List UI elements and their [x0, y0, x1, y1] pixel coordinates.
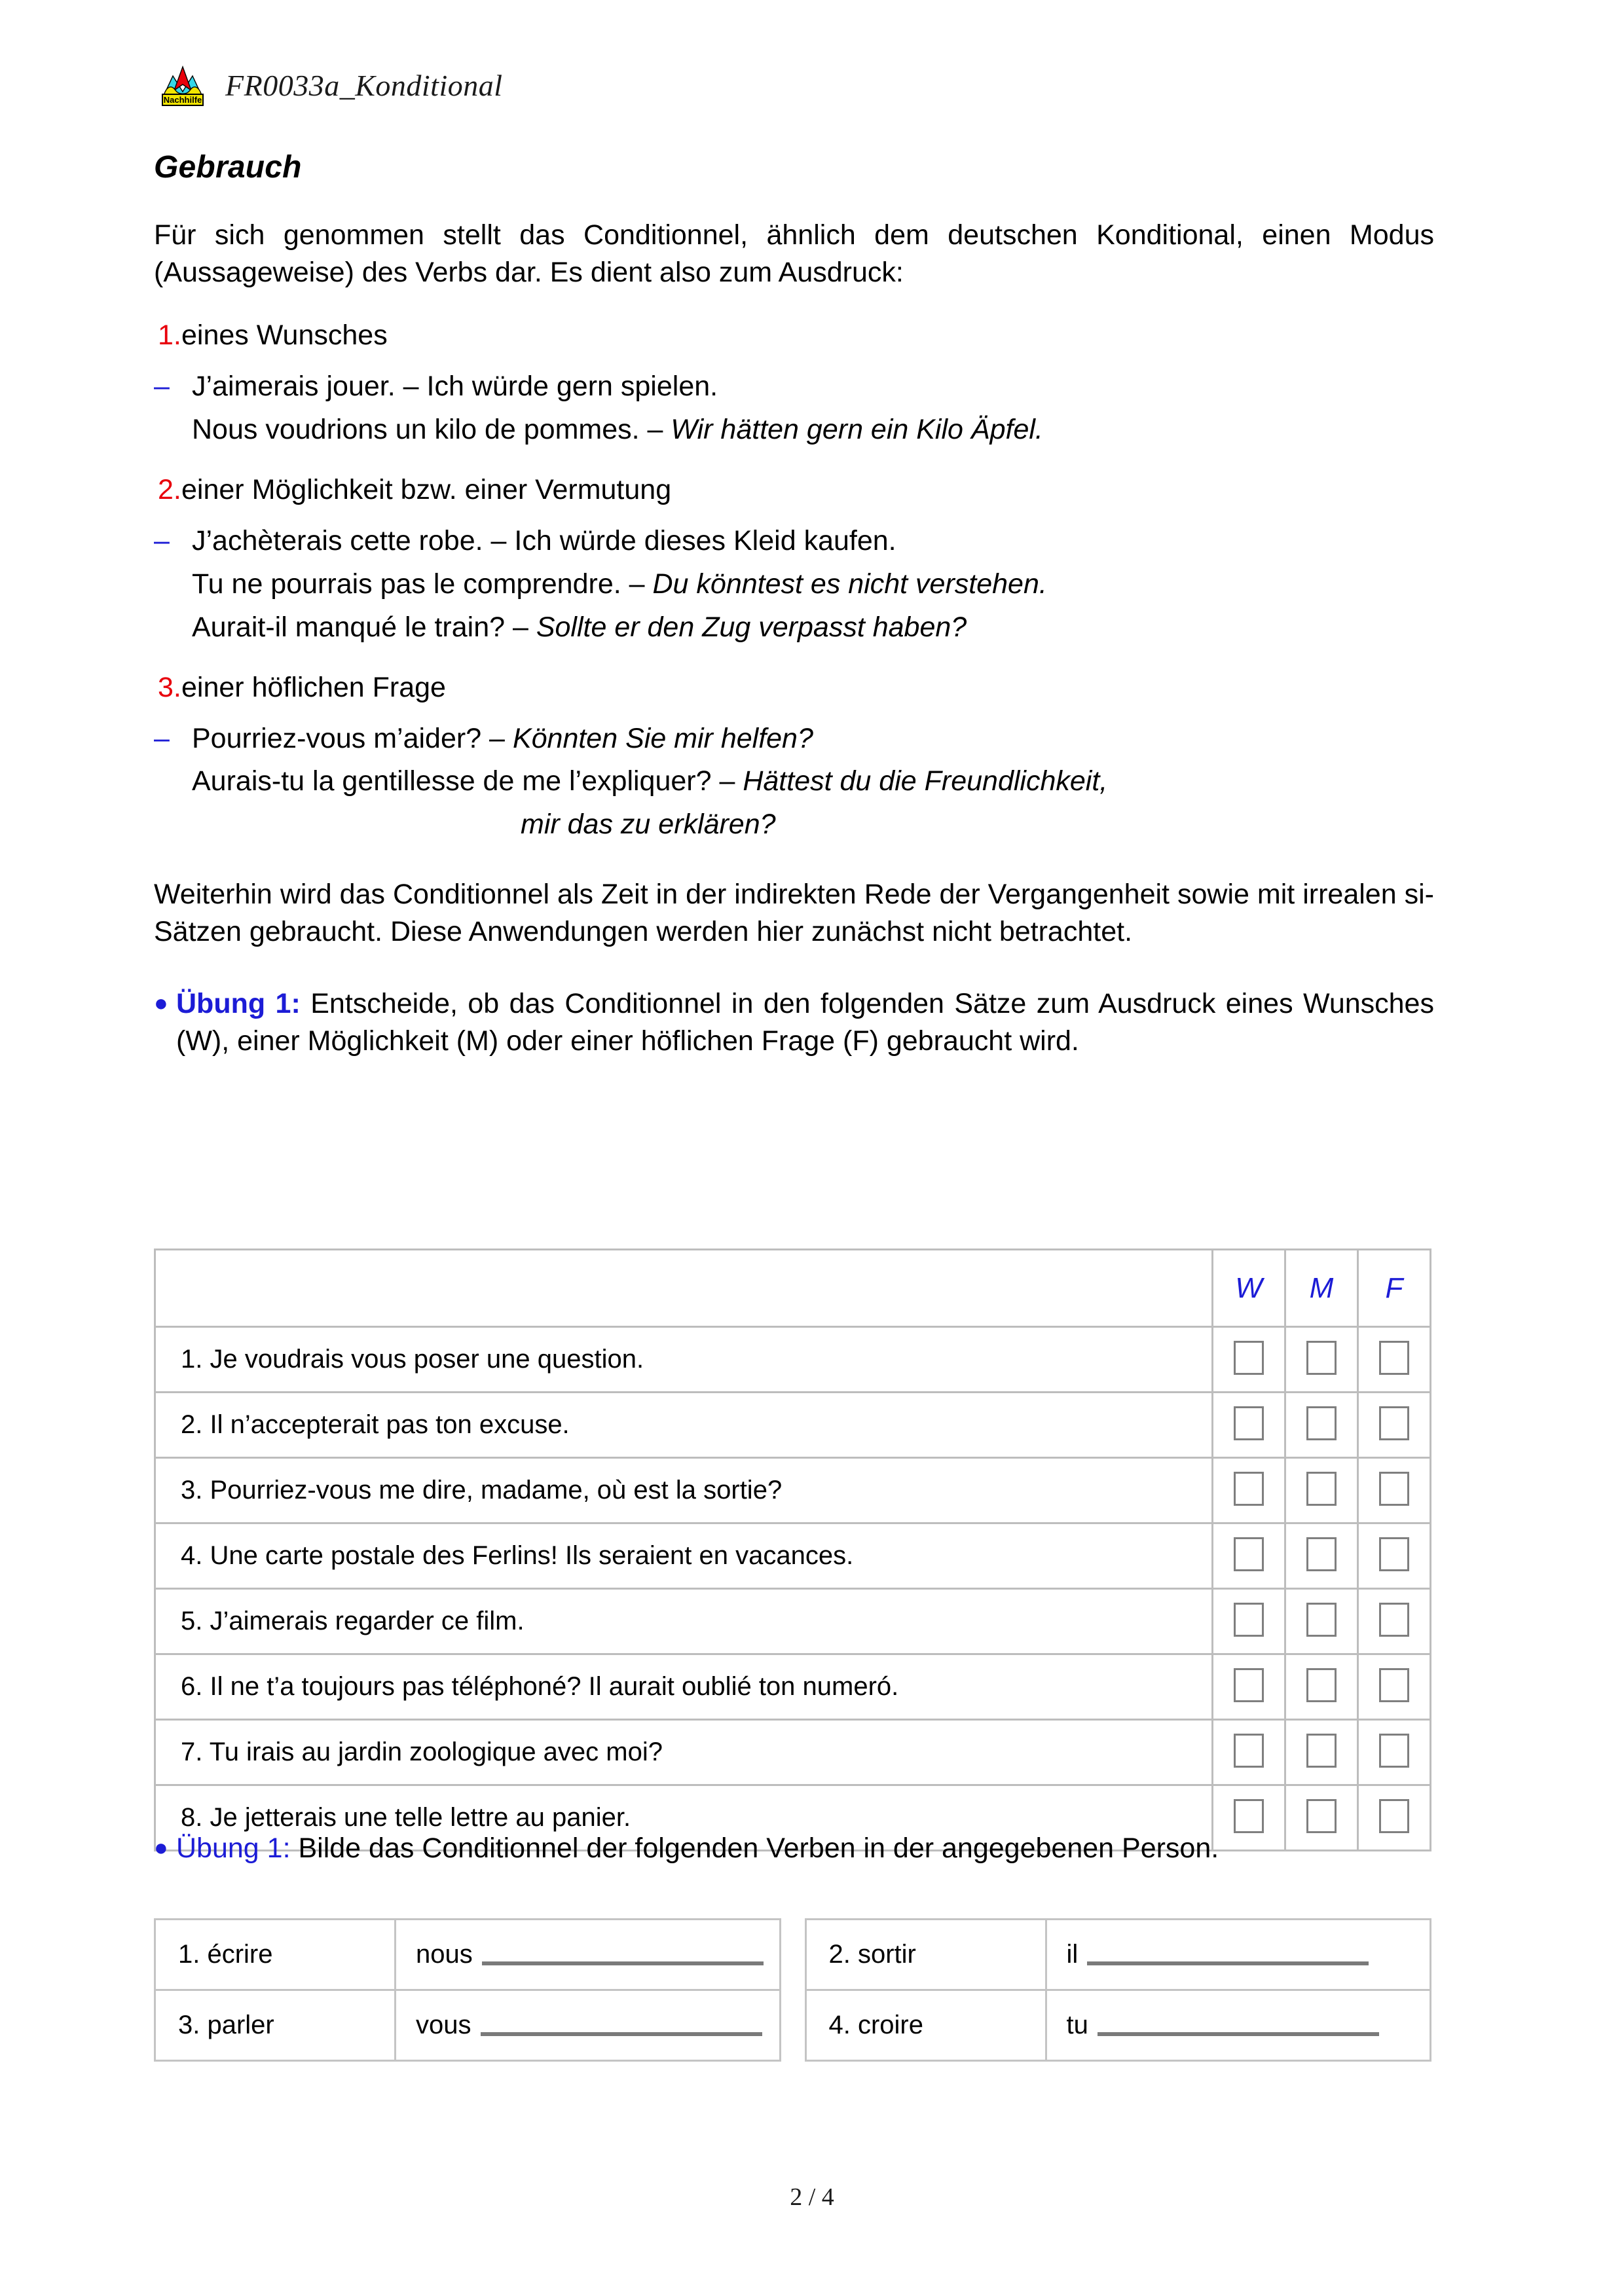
- usage-group-3: [154, 670, 1434, 844]
- example-de: Ich würde dieses Kleid kaufen.: [514, 524, 896, 556]
- checkbox-cell-m[interactable]: [1285, 1589, 1358, 1654]
- checkbox-f[interactable]: [1379, 1406, 1409, 1440]
- pronoun-label: tu: [1066, 2011, 1088, 2039]
- checkbox-f[interactable]: [1379, 1603, 1409, 1637]
- exercise-1-instruction: [154, 985, 1434, 1060]
- dash-bullet-icon: –: [154, 371, 170, 403]
- checkbox-cell-f[interactable]: [1358, 1589, 1431, 1654]
- checkbox-cell-f[interactable]: [1358, 1523, 1431, 1589]
- answer-blank-line[interactable]: [1098, 2018, 1379, 2036]
- checkbox-m[interactable]: [1306, 1603, 1337, 1637]
- checkbox-m[interactable]: [1306, 1734, 1337, 1768]
- usage-example-2-2: [154, 566, 1434, 603]
- pronoun-label: il: [1066, 1940, 1079, 1969]
- sentence-cell: 8. Je jetterais une telle lettre au panier.: [155, 1785, 1213, 1851]
- example-fr: Aurait-il manqué le train? –: [192, 611, 536, 643]
- section-heading: Gebrauch: [154, 150, 302, 185]
- table-header-f: [1358, 1250, 1431, 1327]
- usage-example-1-2: [154, 412, 1434, 448]
- exercise-2-instruction: [154, 1830, 1434, 1867]
- table-row: [805, 1990, 1431, 2061]
- checkbox-f[interactable]: [1379, 1341, 1409, 1375]
- checkbox-cell-w[interactable]: [1213, 1393, 1285, 1458]
- checkbox-f[interactable]: [1379, 1668, 1409, 1702]
- checkbox-m[interactable]: [1306, 1537, 1337, 1571]
- checkbox-cell-w[interactable]: [1213, 1720, 1285, 1785]
- usage-label-1: eines Wunsches: [181, 319, 388, 352]
- checkbox-cell-w[interactable]: [1213, 1523, 1285, 1589]
- checkbox-w[interactable]: [1234, 1668, 1264, 1702]
- sentence-cell: 4. Une carte postale des Ferlins! Ils seraient en vacances.: [155, 1523, 1213, 1589]
- verb-cell: 2. sortir: [805, 1920, 1046, 1990]
- sentence-cell: 3. Pourriez-vous me dire, madame, où est la sortie?: [155, 1458, 1213, 1523]
- checkbox-f[interactable]: [1379, 1799, 1409, 1833]
- column-label-f: F: [1385, 1271, 1403, 1304]
- sentence-cell: 7. Tu irais au jardin zoologique avec moi?: [155, 1720, 1213, 1785]
- column-label-w: W: [1235, 1271, 1263, 1304]
- usage-example-2-3: [154, 610, 1434, 646]
- bullet-icon: ●: [154, 989, 168, 1016]
- example-de: Könnten Sie mir helfen?: [512, 722, 813, 754]
- example-fr: Aurais-tu la gentillesse de me l’expliquer? –: [192, 765, 743, 797]
- checkbox-cell-w[interactable]: [1213, 1589, 1285, 1654]
- usage-example-3-1: [154, 721, 1434, 757]
- checkbox-cell-f[interactable]: [1358, 1393, 1431, 1458]
- table-row: [155, 1920, 781, 1990]
- checkbox-cell-w[interactable]: [1213, 1458, 1285, 1523]
- pronoun-label: vous: [416, 2011, 471, 2039]
- checkbox-m[interactable]: [1306, 1668, 1337, 1702]
- table-row: [155, 1327, 1431, 1393]
- exercise-2-tables: [154, 1918, 1431, 2062]
- answer-cell[interactable]: [1046, 1990, 1431, 2061]
- usage-example-3-continuation: mir das zu erklären?: [521, 809, 776, 841]
- example-de: Wir hätten gern ein Kilo Äpfel.: [671, 414, 1043, 446]
- checkbox-f[interactable]: [1379, 1472, 1409, 1506]
- dash-bullet-icon: –: [154, 524, 170, 556]
- usage-example-2-1: [154, 523, 1434, 560]
- usage-example-3-2: [154, 763, 1434, 800]
- usage-label-2: einer Möglichkeit bzw. einer Vermutung: [181, 474, 672, 506]
- usage-number-1: 1.: [158, 319, 181, 352]
- usage-group-1: [154, 318, 1434, 448]
- checkbox-m[interactable]: [1306, 1799, 1337, 1833]
- exercise-2-heading-wrap: [154, 1830, 1434, 1867]
- usage-number-2: 2.: [158, 474, 181, 506]
- checkbox-cell-w[interactable]: [1213, 1327, 1285, 1393]
- exercise-1-label: Übung 1:: [176, 987, 301, 1019]
- spacer: [154, 455, 1434, 472]
- checkbox-cell-f[interactable]: [1358, 1720, 1431, 1785]
- table-row: [805, 1920, 1431, 1990]
- svg-text:Nachhilfe: Nachhilfe: [163, 95, 202, 105]
- sentence-cell: 6. Il ne t’a toujours pas téléphoné? Il aurait oublié ton numeró.: [155, 1654, 1213, 1720]
- example-fr: J’aimerais jouer. –: [192, 371, 427, 403]
- example-de: Hättest du die Freundlichkeit,: [743, 765, 1108, 797]
- checkbox-w[interactable]: [1234, 1799, 1264, 1833]
- example-de: Du könntest es nicht verstehen.: [652, 568, 1047, 600]
- checkbox-w[interactable]: [1234, 1734, 1264, 1768]
- usage-heading-1: [154, 318, 1434, 354]
- checkbox-cell-m[interactable]: [1285, 1654, 1358, 1720]
- checkbox-cell-m[interactable]: [1285, 1327, 1358, 1393]
- example-fr: Nous voudrions un kilo de pommes. –: [192, 414, 671, 446]
- verb-table-left: [154, 1918, 781, 2062]
- answer-cell[interactable]: [396, 1920, 781, 1990]
- table-header-row: [155, 1250, 1431, 1327]
- answer-cell[interactable]: [1046, 1920, 1431, 1990]
- checkbox-w[interactable]: [1234, 1406, 1264, 1440]
- answer-blank-line[interactable]: [1087, 1947, 1369, 1965]
- checkbox-cell-m[interactable]: [1285, 1458, 1358, 1523]
- checkbox-cell-f[interactable]: [1358, 1654, 1431, 1720]
- table-header-w: [1213, 1250, 1285, 1327]
- table-row: [155, 1589, 1431, 1654]
- checkbox-w[interactable]: [1234, 1341, 1264, 1375]
- table-row: [155, 1990, 781, 2061]
- answer-blank-line[interactable]: [481, 2018, 762, 2036]
- usage-heading-3: [154, 670, 1434, 706]
- verb-cell: 3. parler: [155, 1990, 396, 2061]
- exercise-1-table: [154, 1248, 1431, 1851]
- document-title: FR0033a_Konditional: [225, 68, 503, 102]
- example-fr: Tu ne pourrais pas le comprendre. –: [192, 568, 653, 600]
- checkbox-cell-f[interactable]: [1358, 1327, 1431, 1393]
- checkbox-cell-m[interactable]: [1285, 1720, 1358, 1785]
- bullet-icon: ●: [154, 1834, 168, 1861]
- checkbox-cell-f[interactable]: [1358, 1458, 1431, 1523]
- checkbox-f[interactable]: [1379, 1537, 1409, 1571]
- spacer: [154, 850, 1434, 876]
- verb-cell: 4. croire: [805, 1990, 1046, 2061]
- verb-cell: 1. écrire: [155, 1920, 396, 1990]
- sentence-cell: 5. J’aimerais regarder ce film.: [155, 1589, 1213, 1654]
- page-header: [157, 63, 503, 107]
- spacer: [154, 951, 1434, 985]
- answer-blank-line[interactable]: [482, 1947, 764, 1965]
- table-row: [155, 1654, 1431, 1720]
- exercise-1-text: Entscheide, ob das Conditionnel in den folgenden Sätze zum Ausdruck eines Wunsches (W), einer Möglichkeit (M) oder einer höflichen Frage (F) gebraucht wird.: [176, 987, 1434, 1057]
- table-row: [155, 1523, 1431, 1589]
- answer-cell[interactable]: [396, 1990, 781, 2061]
- checkbox-m[interactable]: [1306, 1406, 1337, 1440]
- usage-label-3: einer höflichen Frage: [181, 671, 446, 703]
- note-paragraph: Weiterhin wird das Conditionnel als Zeit in der indirekten Rede der Vergangenheit sowie mit irrealen si-Sätzen gebraucht. Diese Anwendungen werden hier zunächst nicht betrachtet.: [154, 879, 1434, 948]
- checkbox-w[interactable]: [1234, 1537, 1264, 1571]
- example-fr: J’achèterais cette robe. –: [192, 524, 515, 556]
- column-label-m: M: [1309, 1271, 1334, 1304]
- exercise-2-label: Übung 1:: [176, 1832, 291, 1864]
- dash-bullet-icon: –: [154, 722, 170, 754]
- example-de: Ich würde gern spielen.: [426, 371, 718, 403]
- nachhilfe-logo-icon: [157, 63, 208, 107]
- table-header-blank: [155, 1250, 1213, 1327]
- table-row: [155, 1720, 1431, 1785]
- table-row: [155, 1393, 1431, 1458]
- checkbox-cell-m[interactable]: [1285, 1393, 1358, 1458]
- checkbox-cell-w[interactable]: [1213, 1654, 1285, 1720]
- pronoun-label: nous: [416, 1940, 473, 1969]
- usage-number-3: 3.: [158, 671, 181, 703]
- usage-example-1-1: [154, 369, 1434, 405]
- sentence-cell: 2. Il n’accepterait pas ton excuse.: [155, 1393, 1213, 1458]
- checkbox-cell-m[interactable]: [1285, 1523, 1358, 1589]
- example-fr: Pourriez-vous m’aider? –: [192, 722, 513, 754]
- sentence-cell: 1. Je voudrais vous poser une question.: [155, 1327, 1213, 1393]
- usage-group-2: [154, 472, 1434, 646]
- spacer: [154, 653, 1434, 670]
- verb-table-right: [805, 1918, 1432, 2062]
- table-row: [155, 1458, 1431, 1523]
- intro-paragraph: Für sich genommen stellt das Conditionnel, ähnlich dem deutschen Konditional, einen Modus (Aussageweise) des Verbs dar. Es dient also zum Ausdruck:: [154, 219, 1434, 289]
- checkbox-w[interactable]: [1234, 1603, 1264, 1637]
- checkbox-m[interactable]: [1306, 1472, 1337, 1506]
- checkbox-m[interactable]: [1306, 1341, 1337, 1375]
- usage-heading-2: [154, 472, 1434, 509]
- table-header-m: [1285, 1250, 1358, 1327]
- exercise-2-text: Bilde das Conditionnel der folgenden Verben in der angegebenen Person.: [290, 1832, 1219, 1864]
- example-de: Sollte er den Zug verpasst haben?: [536, 611, 967, 643]
- page-footer: 2 / 4: [790, 2183, 834, 2211]
- checkbox-f[interactable]: [1379, 1734, 1409, 1768]
- checkbox-w[interactable]: [1234, 1472, 1264, 1506]
- document-body: [154, 149, 1434, 1060]
